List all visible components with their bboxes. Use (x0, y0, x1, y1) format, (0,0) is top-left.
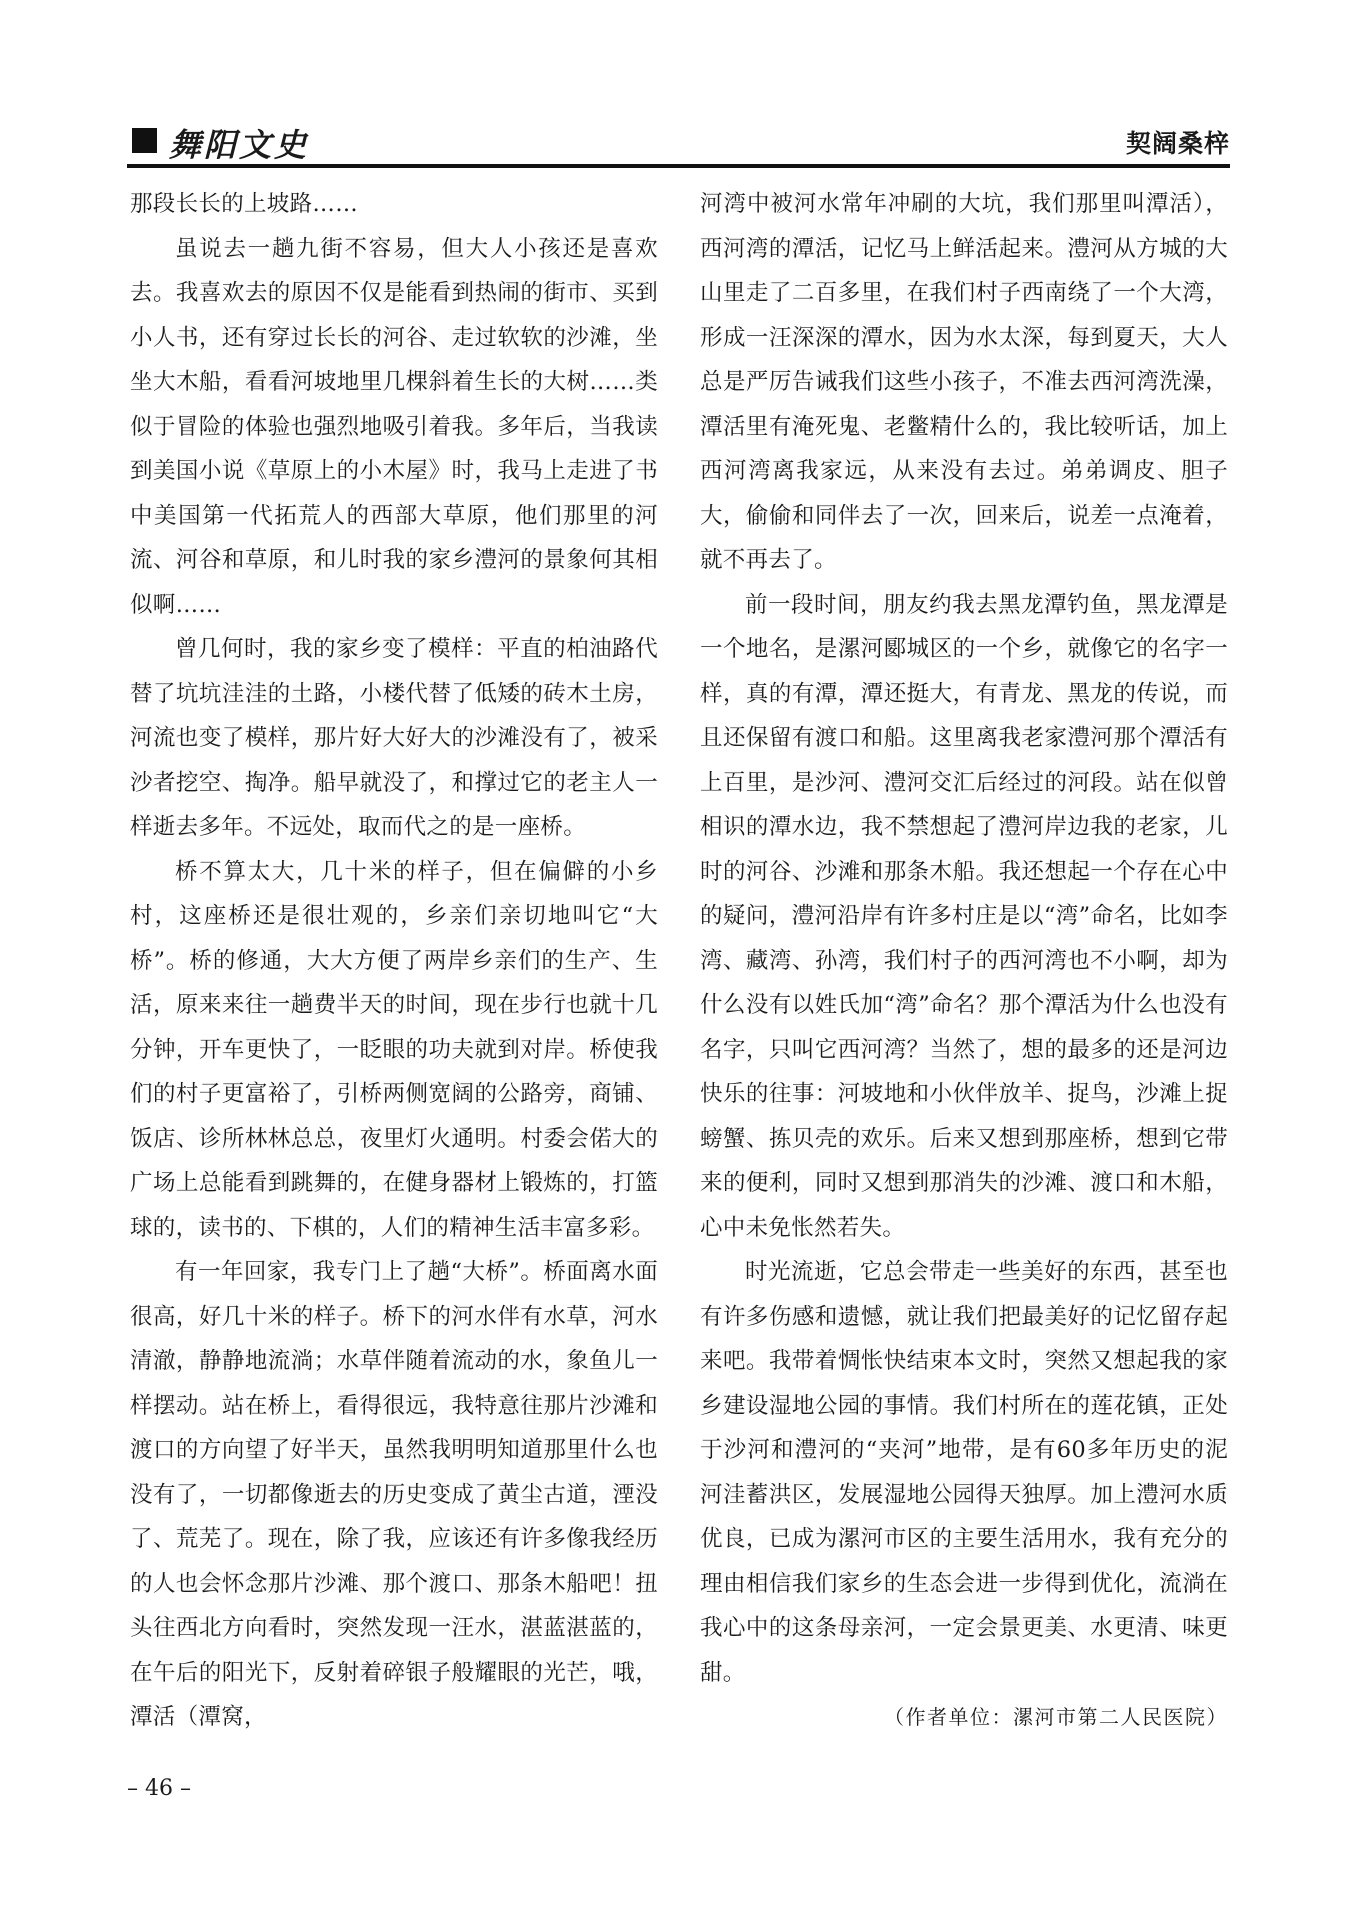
left-column (130, 182, 658, 1740)
paragraph: 曾几何时，我的家乡变了模样：平直的柏油路代替了坑坑洼洼的土路，小楼代替了低矮的砖木土房，河流也变了模样，那片好大好大的沙滩没有了，被采沙者挖空、掏净。船早就没了，和撑过它的老主人一样逝去多年。不远处，取而代之的是一座桥。 (130, 636, 658, 840)
header-square-icon (132, 128, 157, 153)
journal-title: 舞阳文史 (169, 126, 310, 164)
section-title: 契阔桑梓 (1125, 129, 1230, 158)
paragraph: 前一段时间，朋友约我去黑龙潭钓鱼，黑龙潭是一个地名，是漯河郾城区的一个乡，就像它的名字一样，真的有潭，潭还挺大，有青龙、黑龙的传说，而且还保留有渡口和船。这里离我老家澧河那个潭活有上百里，是沙河、澧河交汇后经过的河段。站在似曾相识的潭水边，我不禁想起了澧河岸边我的老家，儿时的河谷、沙滩和那条木船。我还想起一个存在心中的疑问，澧河沿岸有许多村庄是以“湾”命名，比如李湾、藏湾、孙湾，我们村子的西河湾也不小啊，却为什么没有以姓氏加“湾”命名？那个潭活为什么也没有名字，只叫它西河湾？当然了，想的最多的还是河边快乐的往事：河坡地和小伙伴放羊、捉鸟，沙滩上捉螃蟹、拣贝壳的欢乐。后来又想到那座桥，想到它带来的便利，同时又想到那消失的沙滩、渡口和木船，心中未免怅然若失。 (700, 591, 1228, 1241)
right-column (700, 182, 1228, 1740)
paragraph: 桥不算太大，几十米的样子，但在偏僻的小乡村，这座桥还是很壮观的，乡亲们亲切地叫它“大桥”。桥的修通，大大方便了两岸乡亲们的生产、生活，原来来往一趟费半天的时间，现在步行也就十几分钟，开车更快了，一眨眼的功夫就到对岸。桥使我们的村子更富裕了，引桥两侧宽阔的公路旁，商铺、饭店、诊所林林总总，夜里灯火通明。村委会偌大的广场上总能看到跳舞的，在健身器材上锻炼的，打篮球的，读书的、下棋的，人们的精神生活丰富多彩。 (130, 858, 658, 1241)
author-byline: （作者单位：漯河市第二人民医院） (884, 1705, 1228, 1729)
paragraph: 虽说去一趟九街不容易，但大人小孩还是喜欢去。我喜欢去的原因不仅是能看到热闹的街市、买到小人书，还有穿过长长的河谷、走过软软的沙滩，坐坐大木船，看看河坡地里几棵斜着生长的大树……类似于冒险的体验也强烈地吸引着我。多年后，当我读到美国小说《草原上的小木屋》时，我马上走进了书中美国第一代拓荒人的西部大草原，他们那里的河流、河谷和草原，和儿时我的家乡澧河的景象何其相似啊…… (130, 235, 658, 618)
paragraph: 河湾中被河水常年冲刷的大坑，我们那里叫潭活），西河湾的潭活，记忆马上鲜活起来。澧河从方城的大山里走了二百多里，在我们村子西南绕了一个大湾，形成一汪深深的潭水，因为水太深，每到夏天，大人总是严厉告诫我们这些小孩子，不准去西河湾洗澡，潭活里有淹死鬼、老鳖精什么的，我比较听话，加上西河湾离我家远，从来没有去过。弟弟调皮、胆子大，偷偷和同伴去了一次，回来后，说差一点淹着，就不再去了。 (700, 191, 1228, 573)
paragraph: 时光流逝，它总会带走一些美好的东西，甚至也有许多伤感和遗憾，就让我们把最美好的记忆留存起来吧。我带着惆怅快结束本文时，突然又想起我的家乡建设湿地公园的事情。我们村所在的莲花镇，正处于沙河和澧河的“夹河”地带，是有60多年历史的泥河洼蓄洪区，发展湿地公园得天独厚。加上澧河水质优良，已成为漯河市区的主要生活用水，我有充分的理由相信我们家乡的生态会进一步得到优化，流淌在我心中的这条母亲河，一定会景更美、水更清、味更甜。 (700, 1259, 1228, 1686)
paragraph: 那段长长的上坡路…… (130, 191, 359, 217)
paragraph: 有一年回家，我专门上了趟“大桥”。桥面离水面很高，好几十米的样子。桥下的河水伴有水草，河水清澈，静静地流淌；水草伴随着流动的水，象鱼儿一样摆动。站在桥上，看得很远，我特意往那片沙滩和渡口的方向望了好半天，虽然我明明知道那里什么也没有了，一切都像逝去的历史变成了黄尘古道，湮没了、荒芜了。现在，除了我，应该还有许多像我经历的人也会怀念那片沙滩、那个渡口、那条木船吧！扭头往西北方向看时，突然发现一汪水，湛蓝湛蓝的，在午后的阳光下，反射着碎银子般耀眼的光芒，哦，潭活（潭窝， (130, 1259, 658, 1730)
page-number: – 46 – (127, 1776, 191, 1801)
header-rule (127, 164, 1230, 168)
page-header (127, 122, 1230, 162)
